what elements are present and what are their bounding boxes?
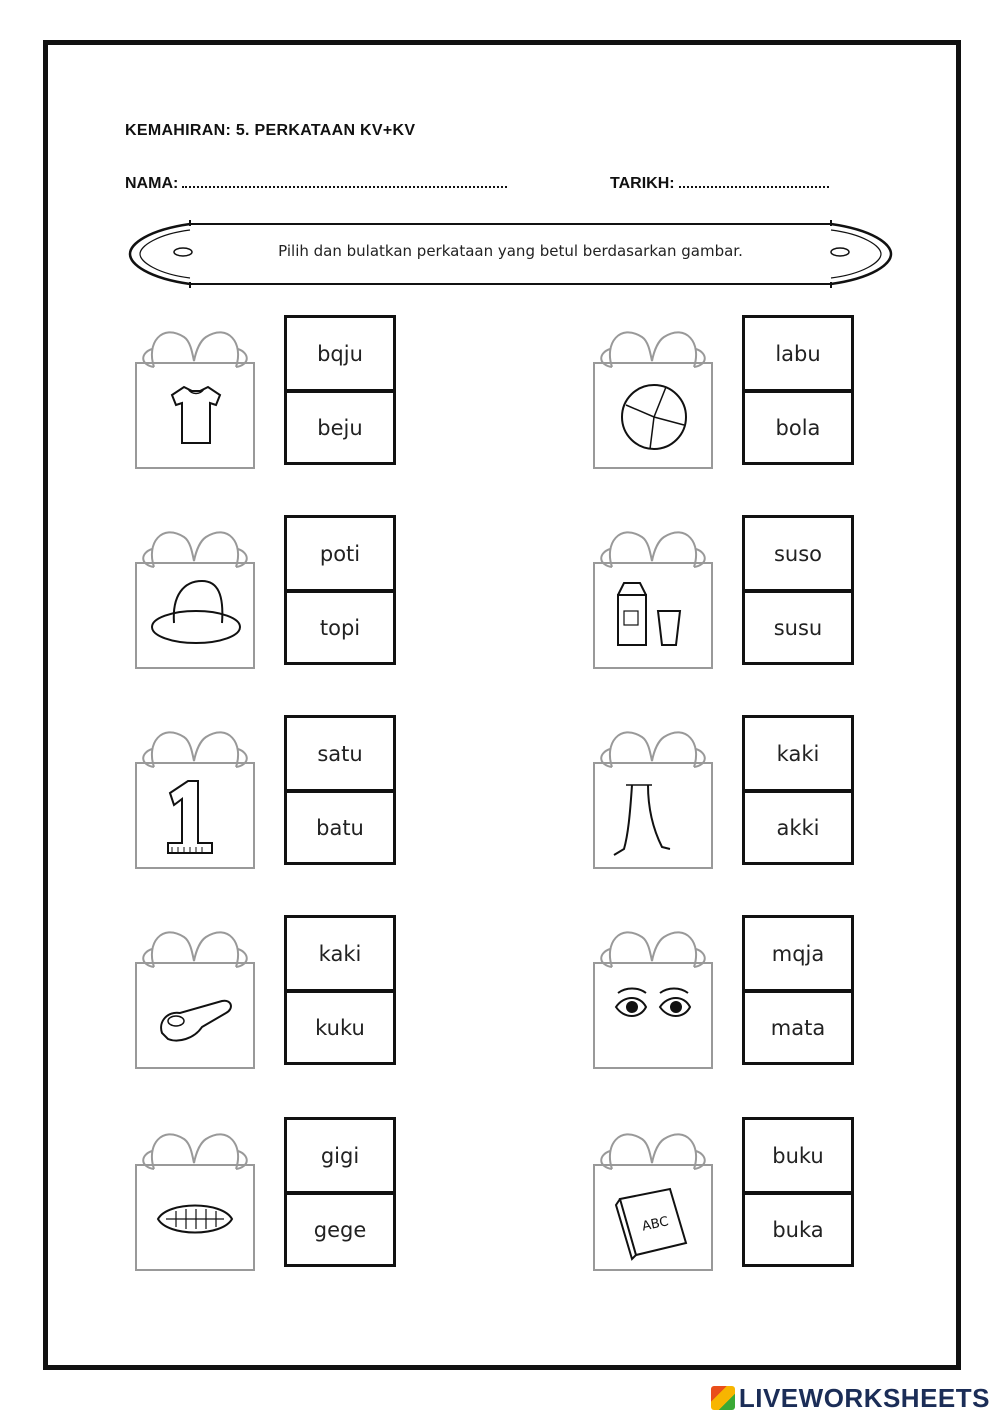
answer-option-label: batu [316,815,364,840]
gift-picture-frame [132,1117,257,1272]
name-label: NAMA: [125,175,179,192]
answer-option-label: buka [772,1217,824,1242]
answer-option[interactable] [284,991,396,1065]
question-item [590,915,890,1085]
instruction-text: Pilih dan bulatkan perkataan yang betul berdasarkan gambar. [278,242,743,260]
answer-option[interactable] [742,991,854,1065]
liveworksheets-logo [711,1383,990,1414]
answer-option-label: labu [775,341,821,366]
finger-nail-icon [132,915,258,1071]
question-item [590,315,890,485]
name-field [125,174,507,193]
answer-option-label: gigi [320,1143,360,1168]
answer-option[interactable] [284,791,396,865]
date-field [610,174,829,193]
answer-option-label: beju [317,415,363,440]
question-item [590,715,890,885]
gift-picture-frame [132,915,257,1070]
answer-option-label: mqja [771,941,825,966]
gift-picture-frame [590,515,715,670]
hat-icon [132,515,258,671]
question-item [132,915,432,1085]
question-item [590,1117,890,1287]
tshirt-icon [132,315,258,471]
answer-option-label: bqju [317,341,363,366]
answer-option-label: kaki [318,941,362,966]
answer-option[interactable] [742,1193,854,1267]
question-item [132,1117,432,1287]
gift-picture-frame [132,315,257,470]
gift-picture-frame [132,715,257,870]
answer-option-label: kaki [776,741,820,766]
answer-option[interactable] [284,391,396,465]
answer-option[interactable] [284,1193,396,1267]
answer-option[interactable] [742,1117,854,1193]
question-item [590,515,890,685]
teeth-icon [132,1117,258,1273]
question-item [132,515,432,685]
gift-picture-frame [590,315,715,470]
answer-option[interactable] [284,915,396,991]
answer-option[interactable] [742,791,854,865]
milk-icon [590,515,716,671]
eyes-icon [590,915,716,1071]
logo-text: LIVEWORKSHEETS [738,1383,990,1413]
number-one-icon [132,715,258,871]
answer-option[interactable] [284,515,396,591]
answer-option-label: kuku [315,1015,365,1040]
answer-option-label: poti [319,541,361,566]
gift-picture-frame [590,715,715,870]
book-icon [590,1117,716,1273]
answer-option-label: bola [775,415,821,440]
answer-option-label: topi [319,615,361,640]
answer-option[interactable] [284,1117,396,1193]
ball-icon [590,315,716,471]
answer-option[interactable] [742,391,854,465]
answer-option[interactable] [284,315,396,391]
question-item [132,715,432,885]
logo-badge-icon [711,1386,735,1410]
answer-option[interactable] [284,715,396,791]
instruction-banner [128,218,893,290]
answer-option-label: susu [773,615,823,640]
answer-option-label: mata [770,1015,826,1040]
legs-icon [590,715,716,871]
answer-option[interactable] [742,715,854,791]
answer-option-label: buku [772,1143,824,1168]
gift-picture-frame [590,915,715,1070]
gift-picture-frame [590,1117,715,1272]
question-item [132,315,432,485]
name-line[interactable] [182,174,507,188]
date-label: TARIKH: [610,175,675,192]
date-line[interactable] [679,174,829,188]
answer-option[interactable] [742,591,854,665]
book-cover-text: ABC [640,1214,670,1235]
gift-picture-frame [132,515,257,670]
answer-option[interactable] [742,915,854,991]
answer-option[interactable] [742,315,854,391]
skill-heading: KEMAHIRAN: 5. PERKATAAN KV+KV [125,122,416,139]
answer-option-label: akki [776,815,820,840]
answer-option-label: gege [313,1217,367,1242]
answer-option[interactable] [742,515,854,591]
answer-option-label: satu [317,741,363,766]
answer-option[interactable] [284,591,396,665]
answer-option-label: suso [773,541,823,566]
